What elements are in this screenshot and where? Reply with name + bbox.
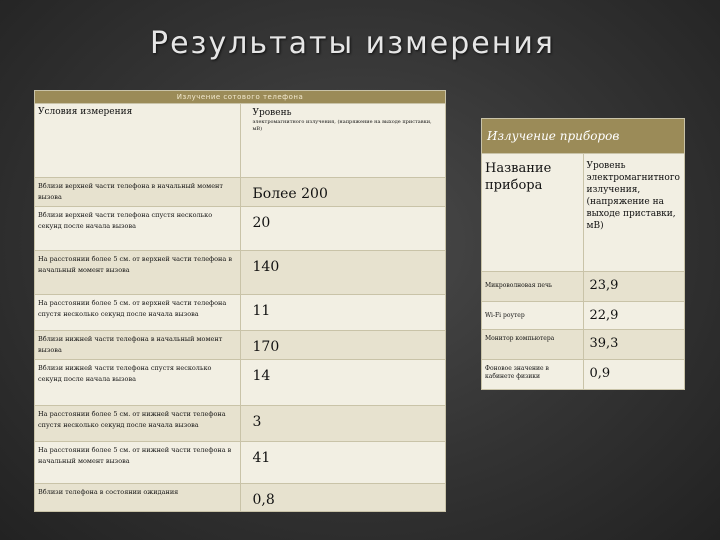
column-header-level (240, 104, 446, 178)
row-device: Монитор компьютера (482, 330, 584, 360)
phone-radiation-table (34, 90, 446, 512)
column-header-row (35, 104, 446, 178)
row-device: Wi-Fi роутер (482, 302, 584, 330)
table-row (482, 360, 685, 390)
table-row (35, 178, 446, 207)
slide-title: Результаты измерения (150, 26, 555, 61)
table-row (35, 406, 446, 442)
table-row (482, 330, 685, 360)
table-header-row (482, 119, 685, 154)
column-header-level: Уровень электромагнитного излучения, (напряжение на выходе приставки, мВ) (583, 154, 685, 272)
row-value: 3 (240, 406, 446, 442)
column-header-level-sub: электромагнитного излучения, (напряжение на выходе приставки, мВ) (252, 119, 432, 132)
row-condition: Вблизи телефона в состоянии ожидания (35, 484, 241, 512)
row-condition: На расстоянии более 5 см. от нижней части телефона в начальный момент вызова (35, 442, 241, 484)
row-value: 22,9 (583, 302, 685, 330)
table-header-row (35, 91, 446, 104)
row-value: 14 (240, 360, 446, 406)
row-device: Микроволновая печь (482, 272, 584, 302)
devices-radiation-table (481, 118, 685, 390)
table-title: Излучение сотового телефона (35, 91, 446, 104)
row-condition: На расстоянии более 5 см. от верхней части телефона спустя несколько секунд после начала вызова (35, 295, 241, 331)
table-row (482, 272, 685, 302)
table-row (35, 331, 446, 360)
table-row (35, 442, 446, 484)
row-value: 41 (240, 442, 446, 484)
row-condition: Вблизи нижней части телефона в начальный момент вызова (35, 331, 241, 360)
row-value: 39,3 (583, 330, 685, 360)
table-row (482, 302, 685, 330)
row-value: 11 (240, 295, 446, 331)
table-row (35, 360, 446, 406)
row-condition: Вблизи верхней части телефона спустя несколько секунд после начала вызова (35, 207, 241, 251)
row-value: 0,8 (240, 484, 446, 512)
row-device: Фоновое значение в кабинете физики (482, 360, 584, 390)
table-row (35, 207, 446, 251)
table-row (35, 295, 446, 331)
row-value: 140 (240, 251, 446, 295)
table-row (35, 484, 446, 512)
row-condition: На расстоянии более 5 см. от верхней части телефона в начальный момент вызова (35, 251, 241, 295)
row-value: 23,9 (583, 272, 685, 302)
row-value: 20 (240, 207, 446, 251)
row-value: Более 200 (240, 178, 446, 207)
column-header-row (482, 154, 685, 272)
row-value: 170 (240, 331, 446, 360)
row-condition: Вблизи нижней части телефона спустя несколько секунд после начала вызова (35, 360, 241, 406)
table-title: Излучение приборов (482, 119, 685, 154)
column-header-device: Название прибора (482, 154, 584, 272)
table-row (35, 251, 446, 295)
column-header-conditions: Условия измерения (35, 104, 241, 178)
row-value: 0,9 (583, 360, 685, 390)
column-header-level-main: Уровень (252, 108, 292, 118)
row-condition: Вблизи верхней части телефона в начальный момент вызова (35, 178, 241, 207)
row-condition: На расстоянии более 5 см. от нижней части телефона спустя несколько секунд после начала вызова (35, 406, 241, 442)
